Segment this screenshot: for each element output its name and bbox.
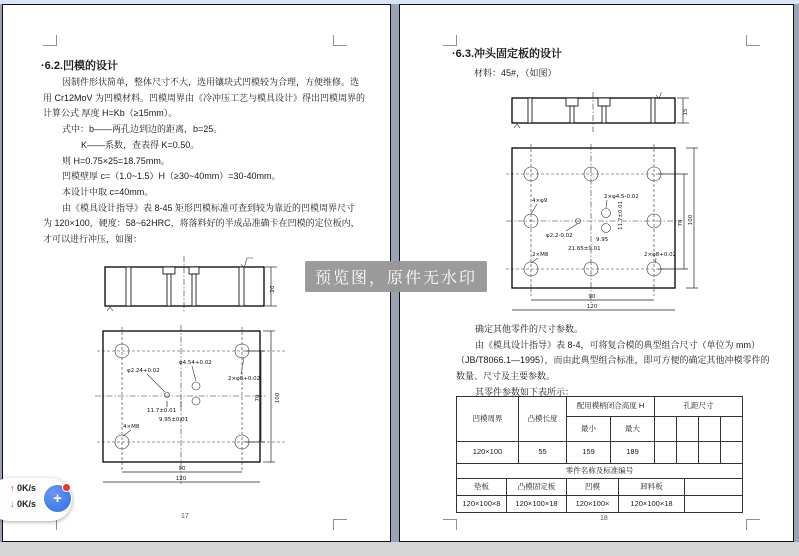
height-dimension: [677, 98, 689, 123]
punch-hole: [192, 382, 200, 390]
die-plan-view-drawing: [95, 325, 295, 490]
text-line: 因制件形状简单，整体尺寸不大，选用镶块式凹模较为合理，方便维修。选: [62, 77, 360, 87]
dim-label: 15: [683, 108, 689, 116]
empty-cell: [685, 479, 743, 496]
parameter-table-upper: [456, 396, 743, 464]
countersunk-hole: [598, 98, 610, 123]
part-size: 120×100×18: [507, 496, 567, 513]
text-line: 用 Cr12MoV 为凹模材料。凹模周界由《冷冲压工艺与模具设计》得出凹模周界的: [43, 92, 366, 103]
text-line: 其零件参数如下表所示：: [475, 386, 575, 397]
dimension-labels: [123, 358, 260, 436]
upload-speed-value: 0K/s: [17, 483, 37, 493]
empty-cell: [699, 442, 721, 464]
dim-label: 100: [688, 214, 694, 226]
text-line: 为 120×100，硬度：58~62HRC，将落料好的半成品准确卡在凹模的定位板内，: [43, 218, 360, 229]
dim-label: 2×φ4.5-0.02: [604, 194, 639, 200]
dim-label: φ2.2-0.02: [546, 233, 573, 239]
col-header-punch-length: 凸模长度: [519, 397, 567, 442]
punch-hole: [602, 224, 611, 233]
notification-badge: [62, 483, 71, 492]
section-heading-6-3: ·6.3.冲头固定板的设计: [452, 48, 563, 60]
page-number: 18: [600, 515, 608, 522]
bottom-band: [0, 542, 799, 556]
text-line: （JB/T8066.1—1995），而由此典型组合标准，即可方便的确定其他冲模零件的: [456, 355, 770, 366]
empty-cell: [655, 442, 677, 464]
dim-label: 2×φ8+0.02: [644, 252, 677, 258]
plate-body: [512, 98, 675, 123]
section-heading-6-2: ·6.2.凹模的设计: [41, 60, 119, 72]
dim-label: 90: [588, 294, 596, 300]
centerlines: [95, 325, 285, 485]
col-header-closed-height: 配用模柄闭合高度 H: [567, 397, 655, 417]
part-size: 120×100×: [567, 496, 619, 513]
part-size: 120×100×18: [619, 496, 685, 513]
upload-arrow-icon: ↑: [10, 483, 15, 493]
cell-punch-length: 55: [519, 442, 567, 464]
centerlines: [506, 144, 681, 304]
part-header: 垫板: [457, 479, 507, 496]
text-line: 式中：b——两孔边到边的距离，b=25。: [62, 124, 223, 135]
col-header-max: 最大: [611, 417, 655, 442]
bottom-dimensions: [512, 294, 675, 310]
dim-label: 100: [275, 392, 281, 404]
material-line: 材料：45#，（如图）: [474, 68, 557, 78]
roughness-icon: [514, 124, 520, 128]
dim-label: 70: [678, 219, 684, 227]
dim-label: 70: [255, 394, 261, 402]
upload-speed-row: [10, 483, 36, 493]
network-speed-widget[interactable]: [0, 478, 72, 521]
punch-hole-small: [165, 393, 170, 398]
countersunk-hole: [566, 98, 578, 123]
parameter-table-lower: [456, 463, 743, 513]
empty-cell: [655, 417, 677, 442]
text-line: 由《模具设计指导》表 8-45 矩形凹模标准可查到较为靠近的凹模周界尺寸: [62, 202, 356, 213]
height-dimension: [265, 267, 277, 306]
punch-hole: [192, 397, 200, 405]
plate-plan-view-drawing: [506, 144, 721, 324]
text-boundary-mark: [443, 519, 457, 530]
dim-label: 11.7±0.01: [618, 200, 624, 230]
dim-label: 9.95±0.01: [159, 417, 189, 423]
hole-slot: [126, 267, 131, 306]
text-line: 计算公式 厚度 H=Kb（≥15mm）。: [43, 108, 178, 119]
text-boundary-mark: [746, 519, 760, 530]
dim-label: 11.7±0.01: [147, 408, 177, 414]
dim-label: 2×φ8+0.02: [228, 376, 261, 382]
dim-label: 4×φ9: [532, 198, 548, 204]
dim-label: 21.65±0.01: [568, 246, 601, 252]
plate-section-view-drawing: [506, 92, 696, 147]
side-dimensions: [245, 331, 281, 462]
cell-closed-min: 159: [567, 442, 611, 464]
watermark-text: 预览图，原件无水印: [314, 270, 477, 287]
dim-label: 2×M8: [532, 252, 549, 258]
plate-outline: [512, 148, 675, 288]
col-header-die-perimeter: 凹模周界: [457, 397, 519, 442]
die-section-view-drawing: [99, 255, 284, 313]
text-line: 数量、尺寸及主要参数。: [456, 371, 556, 382]
hole-slot: [651, 98, 655, 123]
punch-hole: [602, 209, 611, 218]
watermark-banner: [305, 261, 487, 292]
text-boundary-mark: [43, 35, 57, 46]
dim-label: 120: [586, 304, 598, 310]
empty-cell: [685, 496, 743, 513]
text-line: 确定其他零件的尺寸参数。: [475, 324, 584, 334]
col-header-hole-distance: 孔距尺寸: [655, 397, 743, 417]
cell-closed-max: 189: [611, 442, 655, 464]
text-boundary-mark: [333, 35, 347, 46]
dim-label: φ2.24+0.02: [127, 368, 160, 374]
hole-slot: [239, 267, 244, 306]
part-header: 凹模: [567, 479, 619, 496]
plus-icon: +: [53, 490, 62, 507]
dim-label: φ4.54+0.02: [179, 360, 212, 366]
page-number: 17: [181, 513, 189, 520]
col-header-min: 最小: [567, 417, 611, 442]
body-text-6-3: [456, 322, 770, 401]
part-header: 卸料板: [619, 479, 685, 496]
part-size: 120×100×8: [457, 496, 507, 513]
bottom-dimensions: [103, 466, 260, 482]
text-line: 由《模具设计指导》表 8-4，可将复合模的典型组合尺寸（单位为 mm）: [475, 339, 761, 350]
empty-cell: [721, 442, 743, 464]
countersunk-hole: [189, 267, 199, 306]
download-arrow-icon: ↓: [10, 499, 15, 509]
hole-slot: [528, 98, 532, 123]
download-speed-row: [10, 499, 36, 509]
empty-cell: [677, 417, 699, 442]
empty-cell: [699, 417, 721, 442]
dim-label: 9.95: [596, 237, 609, 243]
countersunk-hole: [163, 267, 175, 306]
part-header: 凸模固定板: [507, 479, 567, 496]
empty-cell: [677, 442, 699, 464]
span-header-part-names: 零件名称及标准编号: [457, 464, 743, 479]
download-speed-value: 0K/s: [17, 499, 37, 509]
dim-label: 90: [178, 466, 186, 472]
dim-label: 4×M8: [123, 424, 140, 430]
dim-label: 120: [175, 476, 187, 482]
text-line: 才可以进行冲压，如图：: [43, 234, 143, 245]
dim-label: 20: [270, 285, 276, 293]
side-dimensions: [658, 148, 698, 288]
die-outline: [103, 331, 260, 462]
text-boundary-mark: [746, 35, 760, 46]
text-line: 凹模壁厚 c=（1.0~1.5）H（≥30~40mm）=30-40mm。: [62, 171, 281, 182]
cell-die-perimeter: 120×100: [457, 442, 519, 464]
text-line: 本设计中取 c=40mm。: [62, 186, 154, 197]
body-text-6-2: [43, 75, 366, 248]
text-line: 则 H=0.75×25=18.75mm。: [62, 155, 170, 166]
roughness-icon: [107, 307, 113, 311]
text-boundary-mark: [333, 519, 347, 530]
text-line: K——系数，查表得 K=0.50。: [81, 139, 200, 150]
dimension-labels: [531, 194, 676, 263]
empty-cell: [721, 417, 743, 442]
